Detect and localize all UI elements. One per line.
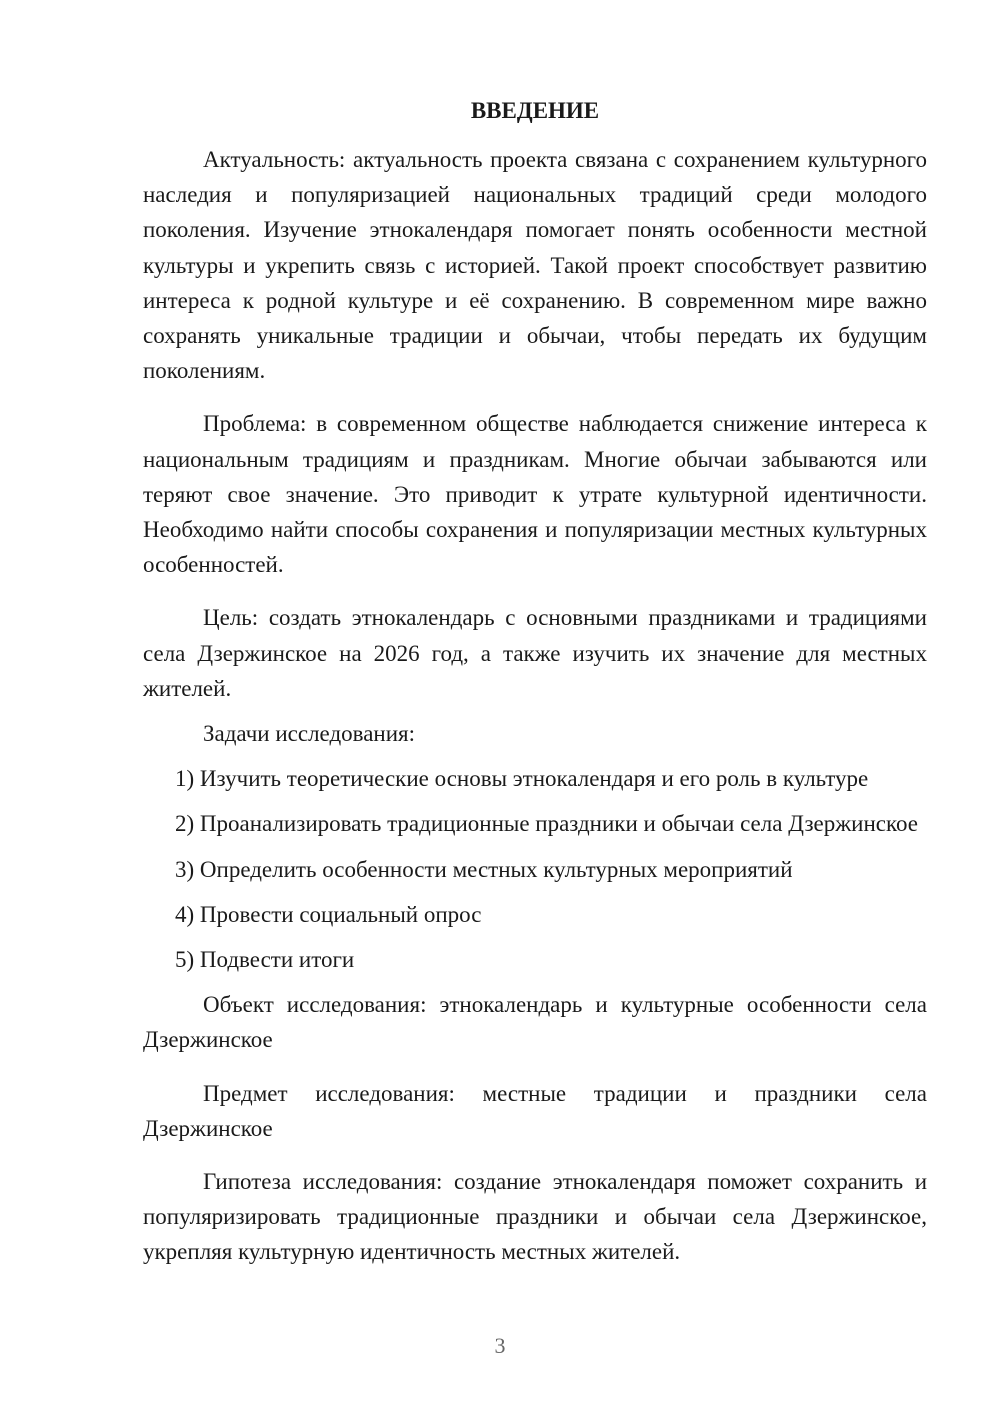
task-item-3: 3) Определить особенности местных культурных мероприятий [175, 856, 793, 882]
paragraph-relevance: Актуальность: актуальность проекта связана с сохранением культурного наследия и популяризацией национальных традиций среди молодого поколения. Изучение этнокалендаря помогает понять особенности местной культуры и укрепить связь с историей. Такой проект способствует развитию интереса к родной культуре и её сохранению. В современном мире важно сохранять уникальные традиции и обычаи, чтобы передать их будущим поколениям. [143, 147, 927, 384]
document-body [143, 142, 927, 1270]
paragraph-goal: Цель: создать этнокалендарь с основными праздниками и традициями села Дзержинское на 2026 год, а также изучить их значение для местных жителей. [143, 605, 927, 701]
task-item-1: 1) Изучить теоретические основы этнокалендаря и его роль в культуре [175, 766, 869, 792]
paragraph-hypothesis: Гипотеза исследования: создание этнокалендаря поможет сохранить и популяризировать традиционные праздники и обычаи села Дзержинское, укрепляя культурную идентичность местных жителей. [143, 1169, 927, 1265]
task-item-5: 5) Подвести итоги [175, 947, 355, 973]
task-item-2: 2) Проанализировать традиционные праздники и обычаи села Дзержинское [175, 811, 918, 837]
task-item-4: 4) Провести социальный опрос [175, 901, 482, 927]
tasks-heading: Задачи исследования: [203, 721, 416, 747]
page-number: 3 [494, 1333, 506, 1358]
page-title: ВВЕДЕНИЕ [470, 98, 600, 123]
paragraph-object: Объект исследования: этнокалендарь и культурные особенности села Дзержинское [143, 992, 927, 1053]
paragraph-problem: Проблема: в современном обществе наблюдается снижение интереса к национальным традициям и праздникам. Многие обычаи забываются или теряют свое значение. Это приводит к утрате культурной идентичности. Необходимо найти способы сохранения и популяризации местных культурных особенностей. [143, 411, 927, 578]
paragraph-subject: Предмет исследования: местные традиции и праздники села Дзержинское [143, 1080, 927, 1141]
